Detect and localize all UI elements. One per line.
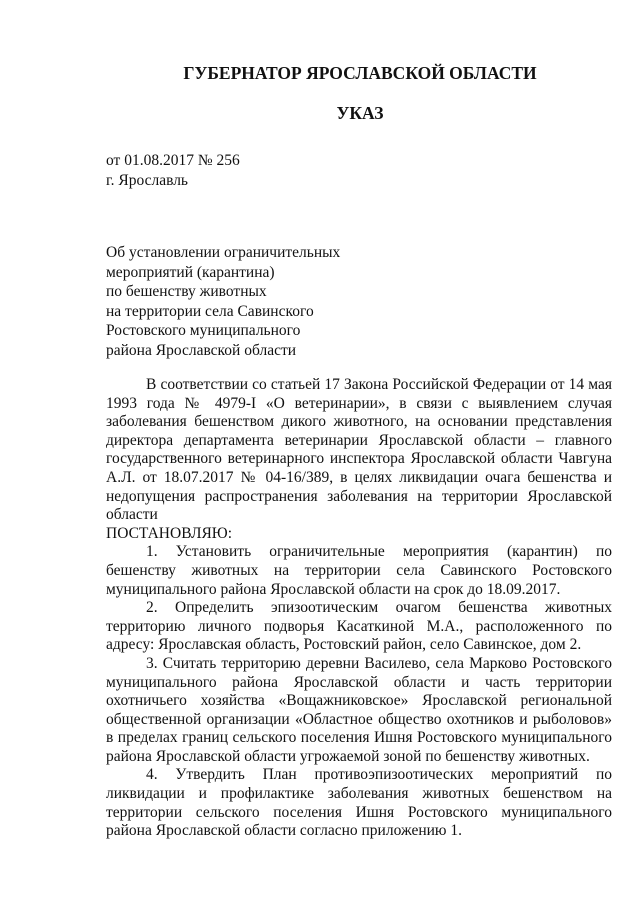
decree-item: 1. Установить ограничительные мероприятия (карантин) по бешенству животных на территории села Савинского Ростовского муниципального района Ярославской области на срок до 18.09.2017. (106, 543, 612, 598)
document-city: г. Ярославль (106, 171, 188, 189)
document-header-title: ГУБЕРНАТОР ЯРОСЛАВСКОЙ ОБЛАСТИ (183, 63, 537, 83)
subject-line: Об установлении ограничительных (106, 244, 341, 261)
document-subject (106, 243, 340, 360)
decree-item: 2. Определить эпизоотическим очагом бешенства животных территорию личного подворья Касаткиной М.А., расположенного по адресу: Ярославская область, Ростовский район, село Савинское, дом 2. (106, 599, 612, 654)
decree-heading: ПОСТАНОВЛЯЮ: (106, 524, 233, 542)
preamble-paragraph: В соответствии со статьей 17 Закона Российской Федерации от 14 мая 1993 года № 4979-I «О ветеринарии», в связи с выявлением случая заболевания бешенством дикого животного, на основании представления директора департамента ветеринарии Ярославской области – главного государственного ветеринарного инспектора Ярославской области Чавгуна А.Л. от 18.07.2017 № 04-16/389, в целях ликвидации очага бешенства и недопущения распространения заболевания на территории Ярославской области (106, 376, 612, 524)
document-date-number: от 01.08.2017 № 256 (106, 152, 240, 169)
subject-line: на территории села Савинского (106, 302, 314, 320)
decree-item: 4. Утвердить План противоэпизоотических мероприятий по ликвидации и профилактике заболевания животных бешенством на территории сельского поселения Ишня Ростовского муниципального района Ярославской области согласно приложению 1. (106, 766, 612, 840)
subject-line: Ростовского муниципального (106, 322, 301, 339)
subject-line: по бешенству животных (106, 283, 267, 300)
decree-item: 3. Считать территорию деревни Василево, села Марково Ростовского муниципального района Ярославской области и часть территории охотничьего хозяйства «Вощажниковское» Ярославской региональной общественной организации «Областное общество охотников и рыболовов» в пределах границ сельского поселения Ишня Ростовского муниципального района Ярославской области угрожаемой зоной по бешенству животных. (106, 654, 612, 765)
document-body (106, 376, 612, 841)
subject-line: района Ярославской области (106, 341, 297, 359)
document-meta (106, 151, 240, 190)
document-type: УКАЗ (336, 103, 384, 123)
subject-line: мероприятий (карантина) (106, 263, 275, 281)
